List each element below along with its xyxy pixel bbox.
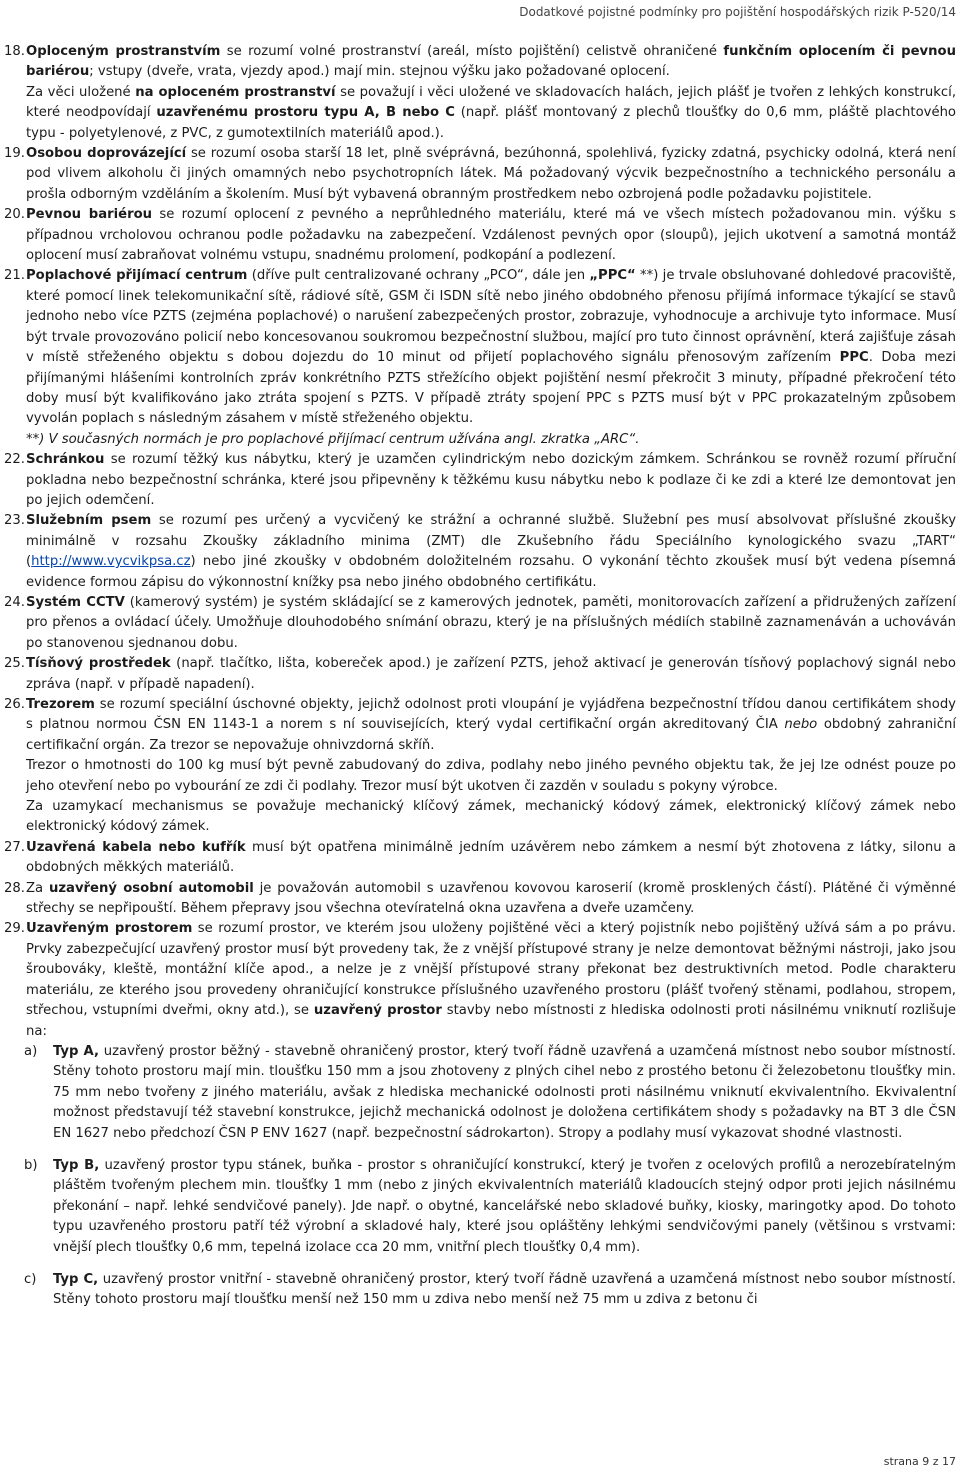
sub-item-label: a) (24, 1043, 38, 1059)
text-run: se považují i věci uložené ve skladovacích halách, jejich plášť je tvořen z lehkých konstrukcí, které neodpovídají (26, 84, 957, 121)
item-number: 28. (4, 880, 25, 896)
numbered-item (4, 42, 956, 144)
paragraph (26, 83, 956, 144)
numbered-item (4, 879, 956, 920)
sub-item-text (53, 1270, 956, 1311)
bold-term: uzavřený prostor (313, 1003, 442, 1019)
text-run: uzavřený prostor běžný - stavebně ohraničený prostor, který tvoří řádně uzavřená a uzamčená místnost nebo soubor místností. Stěny tohoto prostoru mají min. tloušťku 150 mm a jsou zhotoveny z plných cihel nebo z prostého betonu či železobetonu tloušťky min. 75 mm nebo tvořeny z jiného materiálu, avšak z hlediska mechanické odolnosti proti násilnému vniknutí ekvivalentního. Ekvivalentní možnost představují též stavební konstrukce, jejichž mechanická odolnost je doložena certifikátem shody s požadavky na BT 3 dle ČSN EN 1627 nebo předchozí ČSN P ENV 1627 (např. bezpečnostní sádrokarton). Stropy a podlahy musí vykazovat shodné vlastnosti. (53, 1043, 956, 1141)
text-run: se rozumí osoba starší 18 let, plně svéprávná, bezúhonná, spolehlivá, fyzicky zdatná, psychicky odolná, která není pod vlivem alkoholu či jiných omamných nebo psychotropních látek. Má požadovaný výcvik bezpečnostního a technického personálu a prošla odborným vzděláním a školením. Musí být vybavená obranným prostředkem nebo ozbrojená podle požadavku pojistitele. (26, 146, 956, 202)
bold-term: Schránkou (26, 452, 105, 468)
spacer (4, 1258, 956, 1270)
bold-term: Uzavřená kabela nebo kufřík (26, 839, 246, 855)
italic-text: **) V současných normách je pro poplachové přijímací centrum užívána angl. zkratka „ARC“. (26, 431, 640, 447)
numbered-item (4, 919, 956, 1041)
text-run: uzavřený prostor vnitřní - stavebně ohraničený prostor, který tvoří řádně uzavřená a uzamčená místnost nebo soubor místností. Stěny tohoto prostoru mají tloušťku menší než 150 mm u zdiva nebo menší než 75 mm u zdiva z betonu či (53, 1271, 957, 1308)
item-text (26, 654, 956, 695)
paragraph (26, 695, 956, 756)
item-text (26, 450, 956, 511)
text-run: se rozumí volné prostranství (areál, místo pojištění) celistvě ohraničené (220, 44, 724, 59)
bold-term: Poplachové přijímací centrum (26, 268, 248, 284)
numbered-item (4, 695, 956, 838)
text-run: musí být opatřena minimálně jedním uzávěrem nebo zámkem a nesmí být zhotovena z látky, silonu a obdobných měkkých materiálů. (26, 839, 956, 876)
item-number: 29. (4, 921, 25, 937)
bold-term: Pevnou bariérou (26, 207, 153, 223)
paragraph (26, 42, 956, 83)
bold-term: uzavřenému prostoru typu A, B nebo C (156, 105, 455, 121)
text-run: stavby nebo místnosti z hlediska odolnosti proti násilnému vniknutí rozlišuje na: (26, 1003, 956, 1039)
item-number: 22. (4, 452, 25, 468)
item-text (26, 266, 956, 450)
item-text (26, 205, 956, 266)
paragraph (53, 1156, 956, 1258)
item-text (26, 42, 956, 144)
item-number: 23. (4, 513, 25, 529)
bold-term: Oploceným prostranstvím (26, 44, 221, 59)
document-body (4, 42, 956, 1311)
paragraph (26, 919, 956, 1041)
paragraph (26, 756, 956, 797)
numbered-item (4, 654, 956, 695)
text-run: Trezor o hmotnosti do 100 kg musí být pevně zabudovaný do zdiva, podlahy nebo jiného pevného objektu tak, že jej lze odnést pouze po jeho otevření nebo po vybourání ze zdi či podlahy. Trezor musí být ukotven či zazděn v souladu s pokyny výrobce. (26, 758, 956, 794)
paragraph (26, 430, 956, 450)
item-text (26, 919, 956, 1041)
numbered-item (4, 838, 956, 879)
text-run: . Doba mezi přijímanými hlášeními kontrolních zpráv konkrétního PZTS střežícího objekt pojištění nesmí překročit 3 minuty, případné překročení této doby musí být kvalifikováno jako ztráta spojení s PZTS. V případě ztráty spojení PPC s PZTS musí být v PPC prokazatelným způsobem vyvolán poplach s následným zásahem v místě střeženého objektu. (26, 350, 956, 427)
bold-term: Uzavřeným prostorem (26, 921, 193, 937)
numbered-item (4, 593, 956, 654)
page-footer: strana 9 z 17 (883, 1455, 956, 1468)
paragraph (53, 1042, 956, 1144)
paragraph (53, 1270, 956, 1311)
item-text (26, 593, 956, 654)
text-run: uzavřený prostor typu stánek, buňka - prostor s ohraničující konstrukcí, který je tvořen z ocelových profilů a nerozebíratelným pláštěm tvořeným plechem min. tloušťky 1 mm (nebo z jiných ekvivalentních materiálů kladoucích stejný odpor proti jejich násilnému překonání – např. lehké sendvičové panely). Jde např. o obytné, kancelářské nebo skladové buňky, kiosky, maringotky apod. Do tohoto typu uzavřeného prostoru patří též výrobní a skladové haly, které jsou opláštěny lehkými sendvičovými panely (většinou s vrstvami: vnější plech tloušťky 0,6 mm, tepelná izolace cca 20 mm, vnitřní plech tloušťky 0,4 mm). (53, 1157, 956, 1255)
text-run: ) nebo jiné zkoušky v obdobném doložitelném rozsahu. O vykonání těchto zkoušek musí být vedena písemná evidence formou zápisu do výkonnostní knížky psa nebo jiného obdobného certifikátu. (26, 554, 956, 590)
sub-item-text (53, 1156, 956, 1258)
item-number: 27. (4, 839, 25, 855)
sub-item-text (53, 1042, 956, 1144)
item-number: 19. (4, 146, 25, 162)
bold-term: Typ A, (53, 1043, 100, 1059)
bold-term: Osobou doprovázející (26, 146, 187, 162)
text-run: je považován automobil s uzavřenou kovovou karoserií (kromě prosklených částí). Plátěné či výměnné střechy se nepřipouští. Během přepravy jsou všechna otevíratelná okna uzavřena a dveře uzamčeny. (26, 880, 956, 917)
item-number: 20. (4, 207, 25, 223)
item-text (26, 838, 956, 879)
paragraph (26, 593, 956, 654)
paragraph (26, 654, 956, 695)
bold-term: funkčním oplocením či pevnou bariérou (26, 44, 956, 80)
sub-item (4, 1156, 956, 1258)
sub-item (4, 1270, 956, 1311)
bold-term: Typ B, (53, 1157, 100, 1173)
text-run: (např. plášť montovaný z plechů tloušťky do 0,6 mm, pláště plachtového typu - polyetylenové, z PVC, z gumotextilních materiálů apod.). (26, 105, 956, 141)
item-number: 26. (4, 697, 25, 712)
paragraph (26, 879, 956, 920)
item-number: 18. (4, 44, 25, 59)
sub-item-label: c) (24, 1271, 37, 1287)
paragraph (26, 144, 956, 205)
page-header: Dodatkové pojistné podmínky pro pojištění hospodářských rizik P-520/14 (519, 5, 956, 19)
numbered-item (4, 266, 956, 450)
text-run: se rozumí pes určený a vycvičený ke strážní a ochranné službě. Služební pes musí absolvovat příslušné zkoušky minimálně v rozsahu Zkoušky základního minima (ZMT) dle Zkušebního řádu Speciálního kynologického svazu „TART“ ( (26, 513, 957, 570)
paragraph (26, 511, 956, 593)
bold-term: PPC (839, 350, 869, 366)
text-run: Za (26, 880, 49, 896)
item-number: 24. (4, 594, 25, 610)
bold-term: na oploceném prostranství (135, 84, 336, 100)
text-run: (např. tlačítko, lišta, kobereček apod.) je zařízení PZTS, jehož aktivací je generován tísňový poplachový signál nebo zpráva (např. v případě napadení). (26, 656, 956, 692)
italic-text: nebo (784, 717, 818, 733)
paragraph (26, 205, 956, 266)
bold-term: uzavřený osobní automobil (48, 880, 254, 896)
text-run: se rozumí oplocení z pevného a neprůhledného materiálu, které má ve všech místech požadovanou min. výšku s případnou vrcholovou ochranou podle požadavku na zabezpečení. Vzdálenost pevných opor (sloupů), jejich ukotvení a samotná montáž oplocení musí zabraňovat volnému vstupu, snadnému prolomení, podkopání a podlezení. (26, 207, 956, 264)
text-run: **) je trvale obsluhované dohledové pracoviště, které pomocí linek telekomunikační sítě, rádiové sítě, GSM či ISDN sítě nebo jiného obdobného přenosu přijímá informace týkající se stavů jednoho nebo více PZTS (zejména poplachové) o narušení zabezpečených prostor, zobrazuje, vyhodnocuje a archivuje tyto informace. Musí být trvale provozováno policií nebo koncesovanou soukromou bezpečnostní službou, mající pro tuto činnost oprávnění, která zajišťuje zásah v místě střeženého objektu s dobou dojezdu do 10 minut od přijetí poplachového signálu přenosovým zařízením (26, 268, 956, 366)
bold-term: Trezorem (26, 697, 95, 712)
sub-item (4, 1042, 956, 1144)
paragraph (26, 797, 956, 838)
bold-term: „PPC“ (589, 268, 636, 284)
text-run: (dříve pult centralizované ochrany „PCO“, dále jen (247, 268, 590, 284)
item-number: 21. (4, 268, 25, 284)
paragraph (26, 838, 956, 879)
numbered-item (4, 511, 956, 593)
link[interactable]: http://www.vycvikpsa.cz (31, 554, 191, 570)
bold-term: Tísňový prostředek (26, 656, 171, 672)
numbered-item (4, 450, 956, 511)
sub-item-label: b) (24, 1157, 38, 1173)
text-run: Za věci uložené (26, 84, 136, 100)
item-text (26, 695, 956, 838)
spacer (4, 1144, 956, 1156)
text-run: Za uzamykací mechanismus se považuje mechanický klíčový zámek, mechanický kódový zámek, elektronický klíčový zámek nebo elektronický kódový zámek. (26, 799, 956, 835)
numbered-item (4, 205, 956, 266)
item-text (26, 144, 956, 205)
paragraph (26, 266, 956, 429)
paragraph (26, 450, 956, 511)
item-number: 25. (4, 656, 25, 672)
text-run: se rozumí speciální úschovné objekty, jejichž odolnost proti vloupání je vyjádřena bezpečnostní třídou danou certifikátem shody s platnou normou ČSN EN 1143-1 a norem s ní souvisejících, který vydal certifikační orgán akreditovaný ČIA (26, 697, 956, 733)
text-run: se rozumí prostor, ve kterém jsou uloženy pojištěné věci a který pojistník nebo pojištěný užívá sám a po právu. Prvky zabezpečující uzavřený prostor musí být provedeny tak, že z vnější přístupové strany je nelze demontovat běžnými nástroji, jako jsou šroubováky, kleště, montážní klíče apod., a nelze je z vnější přístupové strany překonat bez destruktivních metod. Podle charakteru materiálu, ze kterého jsou provedeny ohraničující konstrukce příslušného uzavřeného prostoru (plášť tvořený stěnami, podlahou, stropem, střechou, vstupními dveřmi, okny atd.), se (26, 921, 956, 1019)
text-run: ; vstupy (dveře, vrata, vjezdy apod.) mají min. stejnou výšku jako požadované oplocení. (89, 64, 670, 80)
text-run: obdobný zahraniční certifikační orgán. Za trezor se nepovažuje ohnivzdorná skříň. (26, 717, 956, 753)
item-text (26, 879, 956, 920)
text-run: se rozumí těžký kus nábytku, který je uzamčen cylindrickým nebo dozickým zámkem. Schránkou se rovněž rozumí příruční pokladna nebo bezpečnostní schránka, které jsou připevněny k těžkému kusu nábytku nebo k podlaze či ke zdi a které lze demontovat jen po jejich odemčení. (26, 452, 956, 508)
bold-term: Typ C, (53, 1271, 99, 1287)
text-run: (kamerový systém) je systém skládající se z kamerových jednotek, paměti, monitorovacích zařízení a přidružených zařízení pro přenos a ovládací účely. Umožňuje dlouhodobého snímání obrazu, který je na příslušných médiích stabilně zaznamenáván a uchováván po stanovenou sjednanou dobu. (26, 594, 956, 651)
bold-term: Systém CCTV (26, 594, 125, 610)
bold-term: Služebním psem (26, 513, 152, 529)
item-text (26, 511, 956, 593)
numbered-item (4, 144, 956, 205)
